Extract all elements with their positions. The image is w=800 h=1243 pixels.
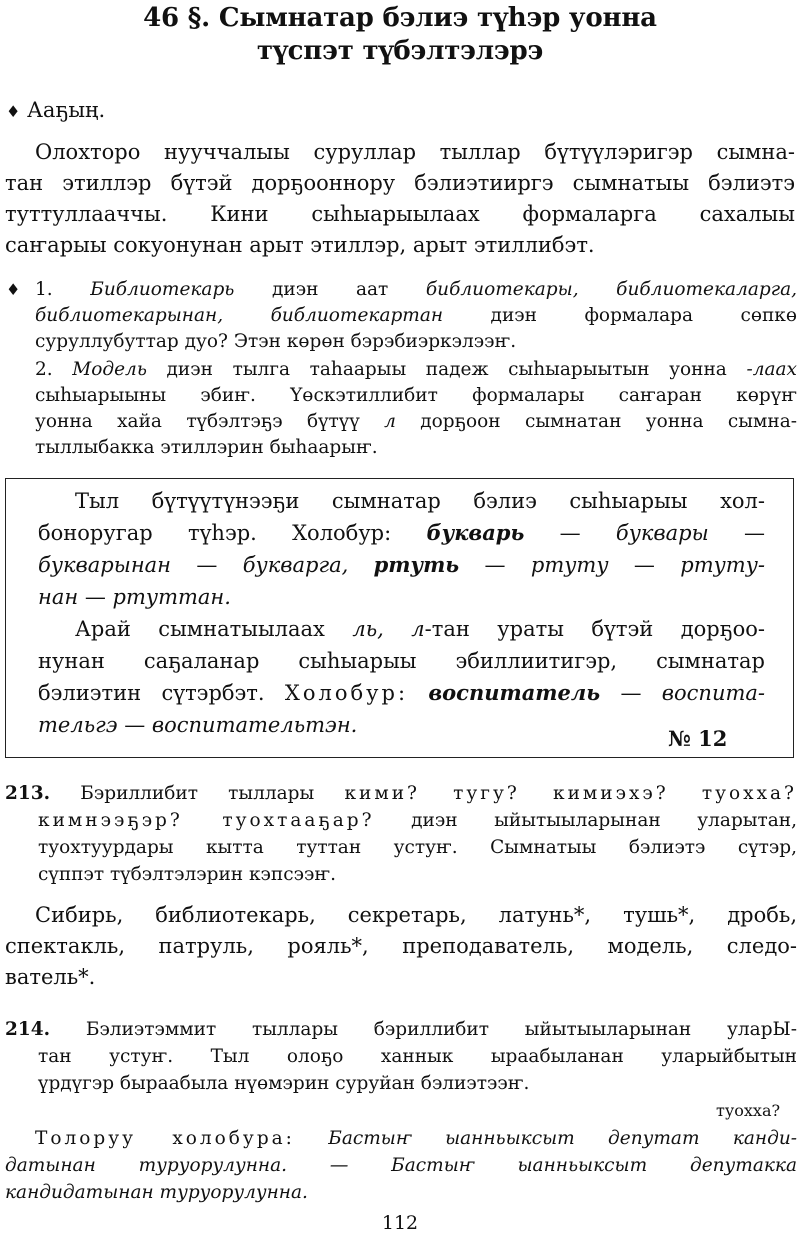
task-2-line-2: сыһыарыыны эбиҥ. Үөскэтиллибит формалары саҥаран көрүҥ	[35, 385, 797, 406]
dash: —	[608, 553, 681, 577]
task-number: 1.	[35, 279, 53, 300]
exercise-214-line-3: үрдүгэр быраабыла нүөмэрин суруйан бэлиэтээҥ.	[38, 1073, 530, 1094]
example-word: ртуть	[373, 552, 460, 577]
rule-text: бэлиэтин сүтэрбэт.	[38, 681, 285, 705]
read-instruction	[6, 95, 105, 127]
page-number: 112	[381, 1212, 419, 1234]
rule-line: нунан саҕаланар сыһыарыы эбиллиитигэр, сымнатар	[38, 649, 765, 673]
exercise-213-line-3: туохтуурдары кытта туттан устуҥ. Сымнатыы бэлиэтэ сүтэр,	[38, 837, 797, 858]
example-word: ртуту-	[680, 553, 765, 577]
word-list-line: спектакль, патруль, рояль*, преподаватель, модель, следо-	[5, 934, 797, 958]
exercise-number: 214.	[5, 1019, 51, 1040]
exercise-214-line-2: тан устуҥ. Тыл олоҕо ханнык ыраабыланан уларыйбытын	[38, 1046, 797, 1067]
task-text: диэн формалара сөпкө	[443, 305, 798, 326]
rule-line	[38, 550, 765, 580]
example-word: букварынан	[38, 553, 172, 577]
example-word: ртуттан.	[112, 585, 231, 609]
exercise-213-line-1	[5, 781, 797, 806]
rule-line	[38, 710, 357, 740]
example-word: библиотекарынан, библиотекартан	[35, 305, 444, 326]
dash: —	[117, 713, 152, 737]
exercise-text: Бэриллибит тыллары	[80, 783, 345, 804]
section-title-line-1: 46 §. Сымнатар бэлиэ түһэр уонна	[143, 3, 657, 33]
example-word: ртуту	[530, 553, 609, 577]
task-marker	[6, 277, 20, 302]
dash: —	[524, 521, 616, 545]
sample-label: Толоруу холобура:	[35, 1128, 295, 1149]
read-text-line: Олохторо нууччалыы суруллар тыллар бүтүүлэригэр сымна-	[35, 140, 795, 164]
sample-line: кандидатынан туруорулунна.	[5, 1182, 308, 1203]
rule-line	[38, 678, 765, 708]
read-text-line: тан этиллэр бүтэй дорҕооннору бэлиэтииргэ сымнатыы бэлиэтэ	[5, 171, 795, 195]
example-word: воспита-	[661, 681, 766, 705]
sample-text: Бастыҥ ыанньыксыт депутат канди-	[328, 1128, 797, 1149]
word-list-line: Сибирь, библиотекарь, секретарь, латунь*, тушь*, дробь,	[35, 903, 797, 927]
exercise-number: 213.	[5, 783, 51, 804]
dash: —	[171, 553, 243, 577]
task-number: 2.	[35, 359, 53, 380]
task-1-line-3: суруллубуттар дуо? Этэн көрөн бэрэбиэркэлээҥ.	[35, 331, 517, 352]
example-word: воспитательтэн.	[151, 713, 358, 737]
word-list-line: ватель*.	[5, 965, 96, 989]
exercise-214-line-1	[5, 1017, 797, 1042]
example-letter: ль, л	[352, 617, 425, 641]
dash: —	[459, 553, 531, 577]
section-title-line-2: түспэт түбэлтэлэрэ	[256, 36, 544, 66]
task-text: диэн тылга таһаарыы падеж сыһыарыытын уонна	[146, 359, 747, 380]
rule-reference-number: № 12	[668, 726, 728, 751]
example-word: воспитатель	[428, 680, 601, 705]
question-words: кими? тугу? кимиэхэ? туохха?	[344, 783, 797, 804]
sample-line: датынан туруорулунна. — Бастыҥ ыанньыксыт депутакка	[5, 1155, 797, 1176]
rule-line: Тыл бүтүүтүнээҕи сымнатар бэлиэ сыһыарыы хол-	[75, 489, 765, 513]
diamond-bullet-icon: ♦	[6, 280, 21, 299]
read-text-line: туттуллааччы. Кини сыһыарыылаах формаларга сахалыы	[5, 202, 795, 226]
task-text: уонна хайа түбэлтэҕэ бүтүү	[35, 411, 385, 432]
question-words: кимнээҕэр? туохтааҕар?	[38, 810, 375, 831]
task-text: диэн аат	[234, 279, 426, 300]
task-1-line-2	[35, 303, 797, 328]
rule-text: -тан ураты бүтэй дорҕоо-	[424, 617, 766, 641]
example-letter: л	[384, 411, 396, 432]
example-label: Холобур:	[284, 681, 409, 705]
rule-text: Арай сымнатыылаах	[75, 617, 353, 641]
task-text: дорҕоон сымнатан уонна сымна-	[395, 411, 797, 432]
example-word: Модель	[72, 359, 147, 380]
example-word: библиотекары, библиотекаларга,	[425, 279, 797, 300]
example-word: букварга,	[242, 553, 374, 577]
task-2-line-3	[35, 409, 797, 434]
exercise-213-line-4: сүппэт түбэлтэлэрин кэпсээҥ.	[38, 864, 336, 885]
sample-line	[35, 1126, 797, 1151]
example-word: буквары	[615, 521, 709, 545]
read-text-line: саҥарыы сокуонунан арыт этиллэр, арыт этиллибэт.	[5, 233, 595, 257]
example-suffix: -лаах	[746, 359, 797, 380]
example-word: Библиотекарь	[90, 279, 235, 300]
exercise-text: диэн ыйытыыларынан уларытан,	[374, 810, 798, 831]
rule-line	[38, 582, 231, 612]
exercise-213-line-2	[38, 808, 797, 833]
dash: —	[600, 681, 662, 705]
example-word: тельгэ	[38, 713, 118, 737]
dash: —	[708, 521, 765, 545]
hint-word: туохха?	[716, 1101, 781, 1120]
rule-line	[75, 614, 765, 644]
dash: —	[78, 585, 113, 609]
example-word: букварь	[426, 520, 525, 545]
exercise-text: Бэлиэтэммит тыллары бэриллибит ыйытыыларынан уларЫ-	[85, 1019, 797, 1040]
diamond-bullet-icon: ♦	[6, 102, 21, 121]
read-label: Ааҕың.	[27, 98, 106, 122]
rule-text: боноругар түһэр. Холобур:	[38, 521, 427, 545]
task-2-line-4: тыллыбакка этиллэрин быһаарыҥ.	[35, 437, 378, 458]
task-2-line-1	[35, 357, 797, 382]
example-word: нан	[38, 585, 79, 609]
task-1-line-1	[35, 277, 797, 302]
rule-line	[38, 518, 765, 548]
section-title	[0, 2, 800, 68]
